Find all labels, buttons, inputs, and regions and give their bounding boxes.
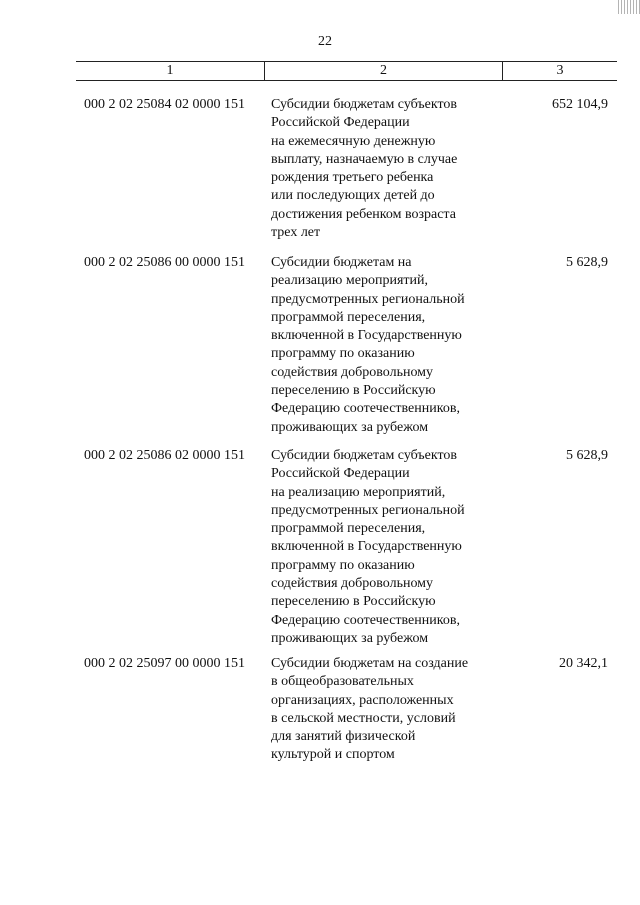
description-line: содействия добровольному (271, 364, 434, 380)
scan-artifact (618, 0, 640, 14)
row-description (271, 447, 501, 648)
table-header-col-1: 1 (76, 62, 265, 80)
description-line: Федерацию соотечественников, (271, 612, 460, 628)
description-line: культурой и спортом (271, 747, 395, 763)
description-line: организациях, расположенных (271, 692, 454, 708)
description-line: Федерацию соотечественников, (271, 401, 460, 417)
budget-code: 000 2 02 25086 02 0000 151 (84, 448, 245, 463)
description-line: на ежемесячную денежную (271, 133, 436, 149)
description-line: трех лет (271, 225, 321, 241)
row-amount: 20 342,1 (559, 656, 608, 671)
description-line: или последующих детей до (271, 188, 435, 204)
description-line: программой переселения, (271, 521, 426, 537)
budget-code: 000 2 02 25097 00 0000 151 (84, 656, 245, 671)
description-line: для занятий физической (271, 729, 416, 745)
row-description (271, 254, 501, 437)
description-line: Субсидии бюджетам субъектов (271, 97, 458, 112)
row-description (271, 96, 501, 242)
description-line: проживающих за рубежом (271, 419, 429, 435)
row-amount: 652 104,9 (552, 97, 608, 112)
description-line: программой переселения, (271, 309, 426, 325)
description-line: проживающих за рубежом (271, 630, 429, 646)
budget-code: 000 2 02 25086 00 0000 151 (84, 255, 245, 270)
table-header (76, 61, 617, 81)
table-header-col-3: 3 (556, 63, 564, 78)
description-line: содействия добровольному (271, 576, 434, 592)
description-line: предусмотренных региональной (271, 291, 465, 307)
description-line: переселению в Российскую (271, 383, 436, 399)
page-number: 22 (318, 34, 332, 49)
description-line: Субсидии бюджетам на создание (271, 656, 469, 671)
description-line: рождения третьего ребенка (271, 170, 434, 186)
description-line: выплату, назначаемую в случае (271, 151, 458, 167)
description-line: предусмотренных региональной (271, 502, 465, 518)
table-header-col-2: 2 (265, 62, 503, 80)
budget-code: 000 2 02 25084 02 0000 151 (84, 97, 245, 112)
description-line: включенной в Государственную (271, 328, 462, 344)
description-line: в сельской местности, условий (271, 710, 456, 726)
row-amount: 5 628,9 (566, 255, 608, 270)
description-line: Субсидии бюджетам на (271, 255, 412, 270)
description-line: программу по оказанию (271, 557, 415, 573)
description-line: в общеобразовательных (271, 674, 414, 690)
description-line: включенной в Государственную (271, 539, 462, 555)
description-line: Российской Федерации (271, 115, 410, 131)
description-line: переселению в Российскую (271, 594, 436, 610)
description-line: достижения ребенком возраста (271, 206, 456, 222)
row-description (271, 655, 501, 765)
description-line: программу по оказанию (271, 346, 415, 362)
description-line: на реализацию мероприятий, (271, 484, 446, 500)
row-amount: 5 628,9 (566, 448, 608, 463)
description-line: Субсидии бюджетам субъектов (271, 448, 458, 463)
description-line: Российской Федерации (271, 466, 410, 482)
description-line: реализацию мероприятий, (271, 273, 428, 289)
